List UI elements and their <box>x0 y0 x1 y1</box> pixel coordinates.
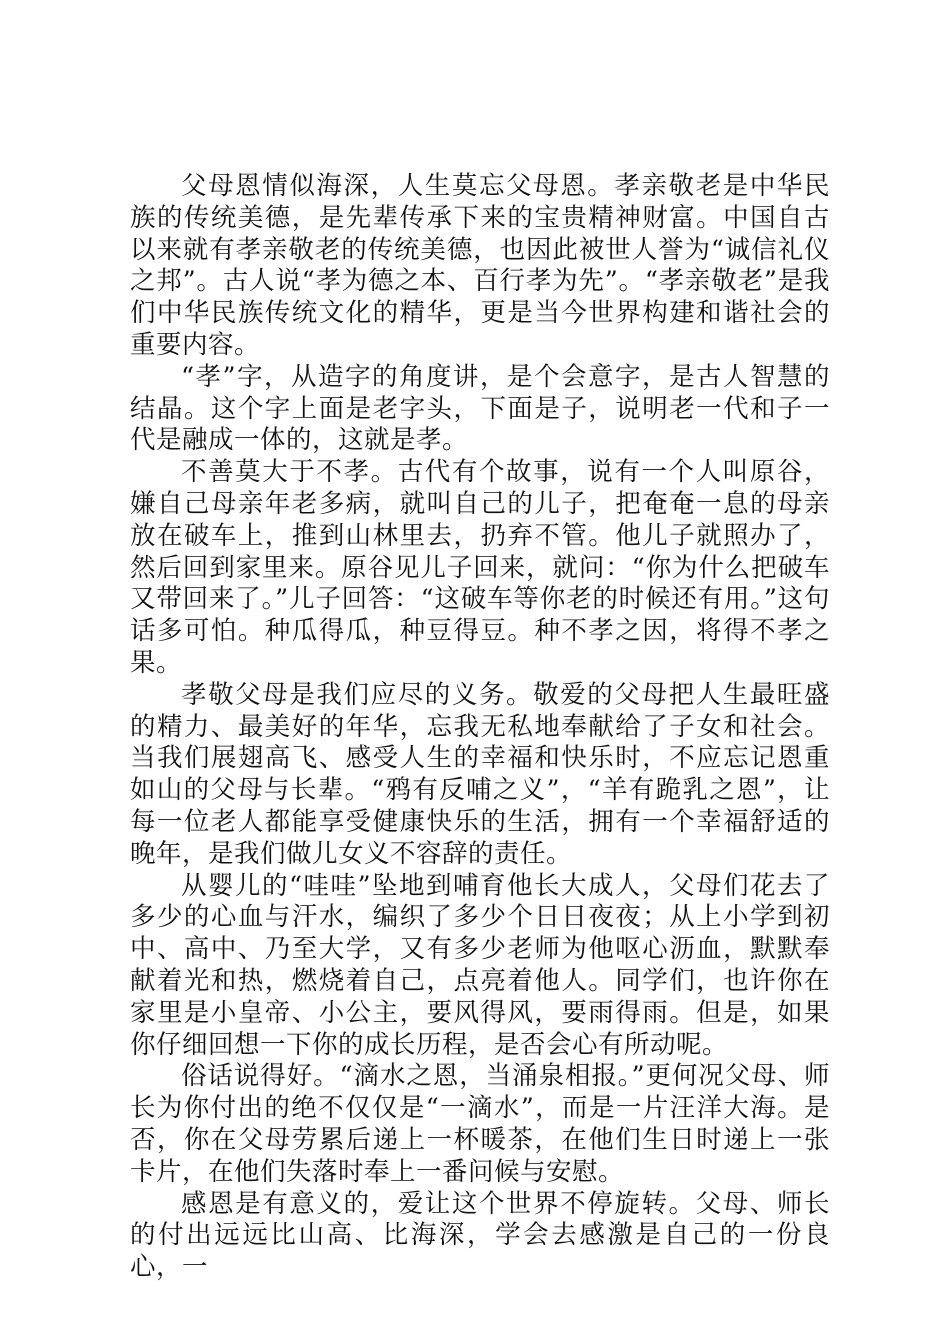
paragraph-6: 俗话说得好。“滴水之恩，当涌泉相报。”更何况父母、师长为你付出的绝不仅仅是“一滴水”，而是一片汪洋大海。是否，你在父母劳累后递上一杯暖茶，在他们生日时递上一张卡片，在他们失落时奉上一番问候与安慰。 <box>130 1061 830 1187</box>
paragraph-7: 感恩是有意义的，爱让这个世界不停旋转。父母、师长的付出远远比山高、比海深，学会去感激是自己的一份良心，一 <box>130 1188 830 1283</box>
paragraph-2: “孝”字，从造字的角度讲，是个会意字，是古人智慧的结晶。这个字上面是老字头，下面是子，说明老一代和子一代是融成一体的，这就是孝。 <box>130 361 830 456</box>
paragraph-5: 从婴儿的“哇哇”坠地到哺育他长大成人，父母们花去了多少的心血与汗水，编织了多少个日日夜夜；从上小学到初中、高中、乃至大学，又有多少老师为他呕心沥血，默默奉献着光和热，燃烧着自己，点亮着他人。同学们，也许你在家里是小皇帝、小公主，要风得风，要雨得雨。但是，如果你仔细回想一下你的成长历程，是否会心有所动呢。 <box>130 870 830 1060</box>
paragraph-3: 不善莫大于不孝。古代有个故事，说有一个人叫原谷，嫌自己母亲年老多病，就叫自己的儿子，把奄奄一息的母亲放在破车上，推到山林里去，扔弃不管。他儿子就照办了，然后回到家里来。原谷见儿子回来，就问：“你为什么把破车又带回来了。”儿子回答：“这破车等你老的时候还有用。”这句话多可怕。种瓜得瓜，种豆得豆。种不孝之因，将得不孝之果。 <box>130 457 830 678</box>
paragraph-1: 父母恩情似海深，人生莫忘父母恩。孝亲敬老是中华民族的传统美德，是先辈传承下来的宝贵精神财富。中国自古以来就有孝亲敬老的传统美德，也因此被世人誉为“诚信礼仪之邦”。古人说“孝为德之本、百行孝为先”。“孝亲敬老”是我们中华民族传统文化的精华，更是当今世界构建和谐社会的重要内容。 <box>130 171 830 360</box>
paragraph-4: 孝敬父母是我们应尽的义务。敬爱的父母把人生最旺盛的精力、最美好的年华，忘我无私地奉献给了子女和社会。当我们展翅高飞、感受人生的幸福和快乐时，不应忘记恩重如山的父母与长辈。“鸦有反哺之义”，“羊有跪乳之恩”，让每一位老人都能享受健康快乐的生活，拥有一个幸福舒适的晚年，是我们做儿女义不容辞的责任。 <box>130 679 830 869</box>
document-body <box>130 171 830 1284</box>
